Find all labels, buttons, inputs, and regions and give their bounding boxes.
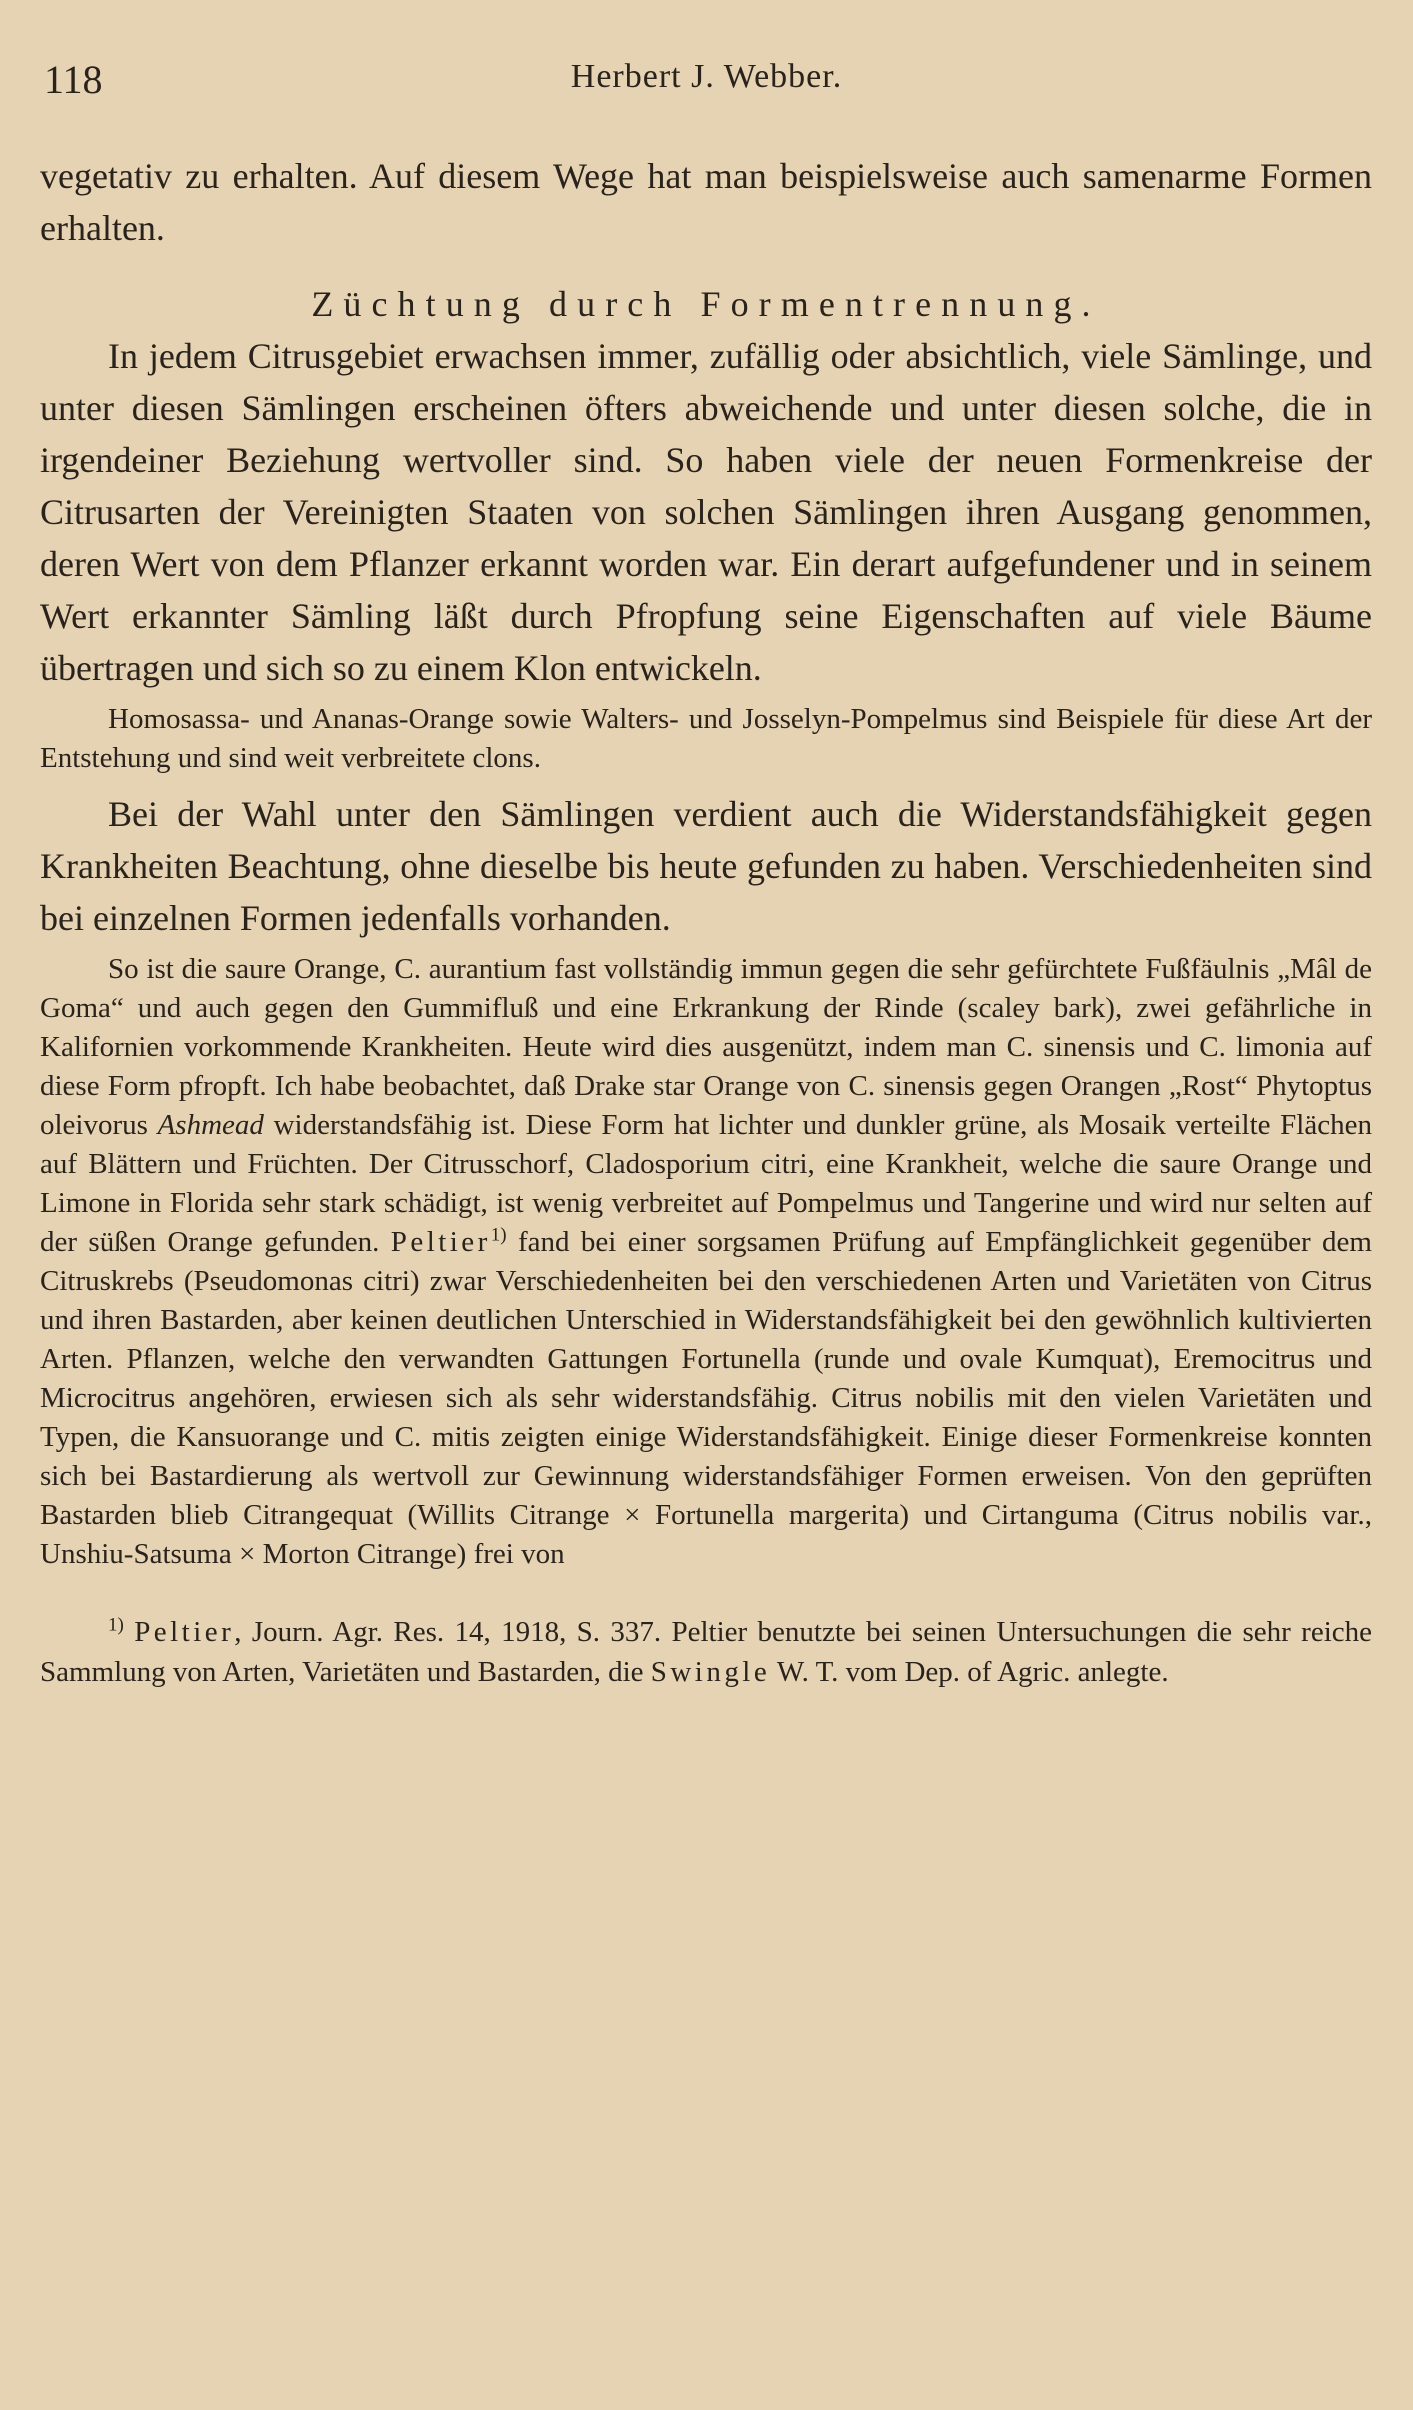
footnote-marker: 1) (108, 1614, 124, 1636)
p4-part2: widerstandsfähig ist. Diese Form hat lichter und dunkler grüne, als Mosaik verteilte Flächen auf Blättern und Früchten. Der Citrusschorf, Cladosporium citri, eine Krankheit, welche die saure Orange und Limone in Florida sehr stark schädigt, ist wenig verbreitet auf Pompelmus und Tangerine und wird nur selten auf der süßen Orange gefunden. (40, 1109, 1372, 1258)
footnote (40, 1612, 1372, 1692)
footnote-name: Swingle (650, 1656, 771, 1688)
intro-paragraph: vegetativ zu erhalten. Auf diesem Wege hat man beispielsweise auch samenarme Formen erhalten. (40, 156, 1372, 248)
paragraph-3: Bei der Wahl unter den Sämlingen verdient auch die Widerstandsfähigkeit gegen Krankheiten Beachtung, ohne dieselbe bis heute gefunden zu haben. Verschiedenheiten sind bei einzelnen Formen jedenfalls vorhanden. (40, 794, 1372, 938)
page-header (40, 52, 1373, 112)
page-body (40, 150, 1372, 1692)
paragraph-2-small: Homosassa- und Ananas-Orange sowie Walters- und Josselyn-Pompelmus sind Beispiele für diese Art der Entstehung und sind weit verbreitete clons. (40, 703, 1372, 774)
footnote-part1: , Journ. Agr. Res. 14, 1918, S. 337. Peltier benutzte bei seinen Untersuchungen die sehr reiche Sammlung von Arten, Varietäten und Bastarden, die (40, 1616, 1373, 1688)
footnote-part2: W. T. vom Dep. of Agric. anlegte. (770, 1656, 1169, 1688)
page-number: 118 (44, 57, 103, 102)
p4-part1: So ist die saure Orange, C. aurantium fast vollständig immun gegen die sehr gefürchtete Fußfäulnis „Mâl de Goma“ und auch gegen den Gummifluß und eine Erkrankung der Rinde (scaley bark), zwei gefährliche in Kalifornien vorkommende Krankheiten. Heute wird dies ausgenützt, indem man C. sinensis und C. limonia auf diese Form pfropft. Ich habe beobachtet, daß Drake star Orange von C. sinensis gegen Orangen „Rost“ Phytoptus oleivorus (40, 953, 1372, 1141)
p4-part3: fand bei einer sorgsamen Prüfung auf Empfänglichkeit gegenüber dem Citruskrebs (Pseudomonas citri) zwar Verschiedenheiten bei den verschiedenen Arten und Varietäten von Citrus und ihren Bastarden, aber keinen deutlichen Unterschied in Widerstandsfähigkeit bei den gewöhnlich kultivierten Arten. Pflanzen, welche den verwandten Gattungen Fortunella (runde und ovale Kumquat), Eremocitrus und Microcitrus angehören, erwiesen sich als sehr widerstandsfähig. Citrus nobilis mit den vielen Varietäten und Typen, die Kansuorange und C. mitis zeigten einige Widerstandsfähigkeit. Einige dieser Formenkreise konnten sich bei Bastardierung als wertvoll zur Gewinnung widerstandsfähiger Formen erweisen. Von den geprüften Bastarden blieb Citrangequat (Willits Citrange × Fortunella margerita) und Cirtanguma (Citrus nobilis var., Unshiu-Satsuma × Morton Citrange) frei von (40, 1226, 1372, 1570)
footnote-reference: 1) (490, 1224, 507, 1246)
footnote-author: Peltier (134, 1616, 235, 1648)
section-heading: Züchtung durch Formentrennung. (311, 284, 1101, 324)
p4-spaced-author: Peltier (390, 1226, 491, 1258)
paragraph-1: In jedem Citrusgebiet erwachsen immer, zufällig oder absichtlich, viele Sämlinge, und unter diesen Sämlingen erscheinen öfters abweichende und unter diesen solche, die in irgendeiner Beziehung wertvoller sind. So haben viele der neuen Formenkreise der Citrusarten der Vereinigten Staaten von solchen Sämlingen ihren Ausgang genommen, deren Wert von dem Pflanzer erkannt worden war. Ein derart aufgefundener und in seinem Wert erkannter Sämling läßt durch Pfropfung seine Eigenschaften auf viele Bäume übertragen und sich so zu einem Klon entwickeln. (40, 336, 1372, 688)
running-head: Herbert J. Webber. (570, 58, 843, 95)
paragraph-4-small (40, 950, 1372, 1574)
p4-italic-author: Ashmead (157, 1109, 264, 1141)
